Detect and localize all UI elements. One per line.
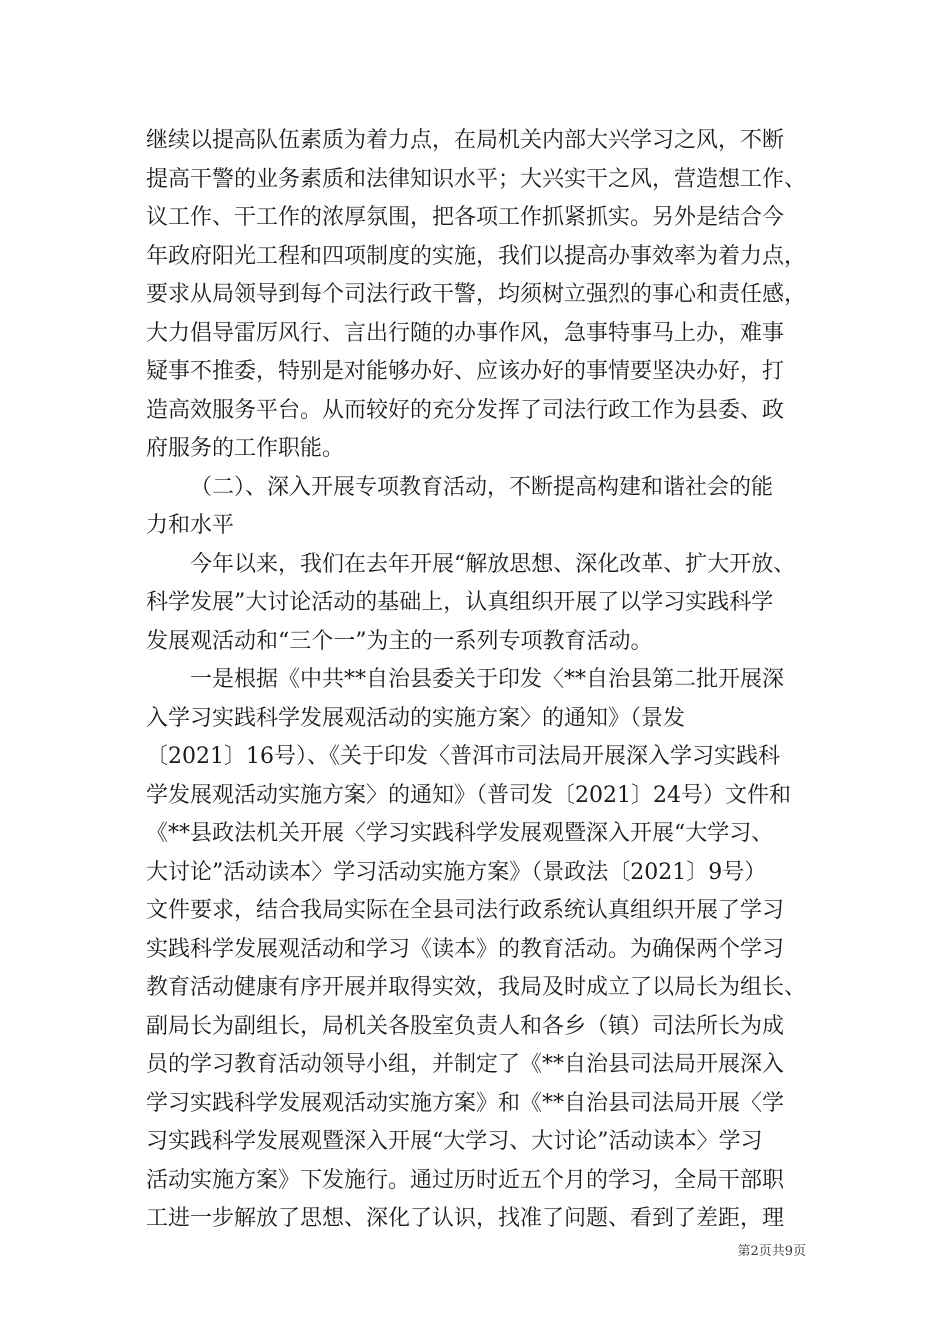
text-line: 学发展观活动实施方案〉的通知》（普司发〔2021〕24号）文件和 bbox=[146, 782, 791, 808]
text-line: 继续以提高队伍素质为着力点，在局机关内部大兴学习之风，不断 bbox=[146, 128, 785, 153]
text-line: 议工作、干工作的浓厚氛围，把各项工作抓紧抓实。另外是结合今 bbox=[146, 205, 785, 230]
text-line: 大力倡导雷厉风行、言出行随的办事作风，急事特事马上办，难事 bbox=[146, 320, 785, 346]
text-line: 学习实践科学发展观活动实施方案》和《**自治县司法局开展〈学 bbox=[146, 1090, 785, 1116]
text-line: 发展观活动和“三个一”为主的一系列专项教育活动。 bbox=[146, 628, 653, 654]
text-line: 员的学习教育活动领导小组，并制定了《**自治县司法局开展深入 bbox=[146, 1052, 785, 1077]
page-number: 第2页共9页 bbox=[737, 1244, 806, 1259]
body-text bbox=[146, 122, 826, 1239]
text-line: 大讨论”活动读本〉学习活动实施方案》（景政法〔2021〕9号） bbox=[146, 859, 767, 885]
text-line: 副局长为副组长，局机关各股室负责人和各乡（镇）司法所长为成 bbox=[146, 1013, 785, 1039]
text-line: 工进一步解放了思想、深化了认识，找准了问题、看到了差距，理 bbox=[146, 1206, 785, 1231]
text-line: （二）、深入开展专项教育活动，不断提高构建和谐社会的能 bbox=[190, 474, 774, 500]
text-line: 《**县政法机关开展〈学习实践科学发展观暨深入开展“大学习、 bbox=[146, 821, 774, 846]
text-line: 今年以来，我们在去年开展“解放思想、深化改革、扩大开放、 bbox=[190, 551, 796, 577]
text-line: 习实践科学发展观暨深入开展“大学习、大讨论”活动读本〉学习 bbox=[146, 1129, 763, 1154]
text-line: 〔2021〕16号）、《关于印发〈普洱市司法局开展深入学习实践科 bbox=[146, 744, 780, 769]
text-line: 一是根据《中共**自治县委关于印发〈**自治县第二批开展深 bbox=[190, 667, 785, 692]
text-line: 教育活动健康有序开展并取得实效，我局及时成立了以局长为组长、 bbox=[146, 975, 807, 1000]
text-line: 造高效服务平台。从而较好的充分发挥了司法行政工作为县委、政 bbox=[146, 397, 785, 423]
text-line: 要求从局领导到每个司法行政干警，均须树立强烈的事心和责任感， bbox=[146, 282, 807, 307]
text-line: 府服务的工作职能。 bbox=[146, 436, 345, 461]
text-line: 实践科学发展观活动和学习《读本》的教育活动。为确保两个学习 bbox=[146, 936, 785, 962]
text-line: 力和水平 bbox=[146, 513, 235, 538]
text-line: 科学发展”大讨论活动的基础上，认真组织开展了以学习实践科学 bbox=[146, 590, 774, 615]
text-line: 年政府阳光工程和四项制度的实施，我们以提高办事效率为着力点， bbox=[146, 243, 807, 269]
text-line: 疑事不推委，特别是对能够办好、应该办好的事情要坚决办好，打 bbox=[146, 359, 785, 384]
text-line: 入学习实践科学发展观活动的实施方案〉的通知》（景发 bbox=[146, 705, 686, 731]
text-line: 活动实施方案》下发施行。通过历时近五个月的学习，全局干部职 bbox=[146, 1167, 785, 1193]
text-line: 文件要求，结合我局实际在全县司法行政系统认真组织开展了学习 bbox=[146, 898, 785, 923]
text-line: 提高干警的业务素质和法律知识水平；大兴实干之风，营造想工作、 bbox=[146, 166, 807, 192]
